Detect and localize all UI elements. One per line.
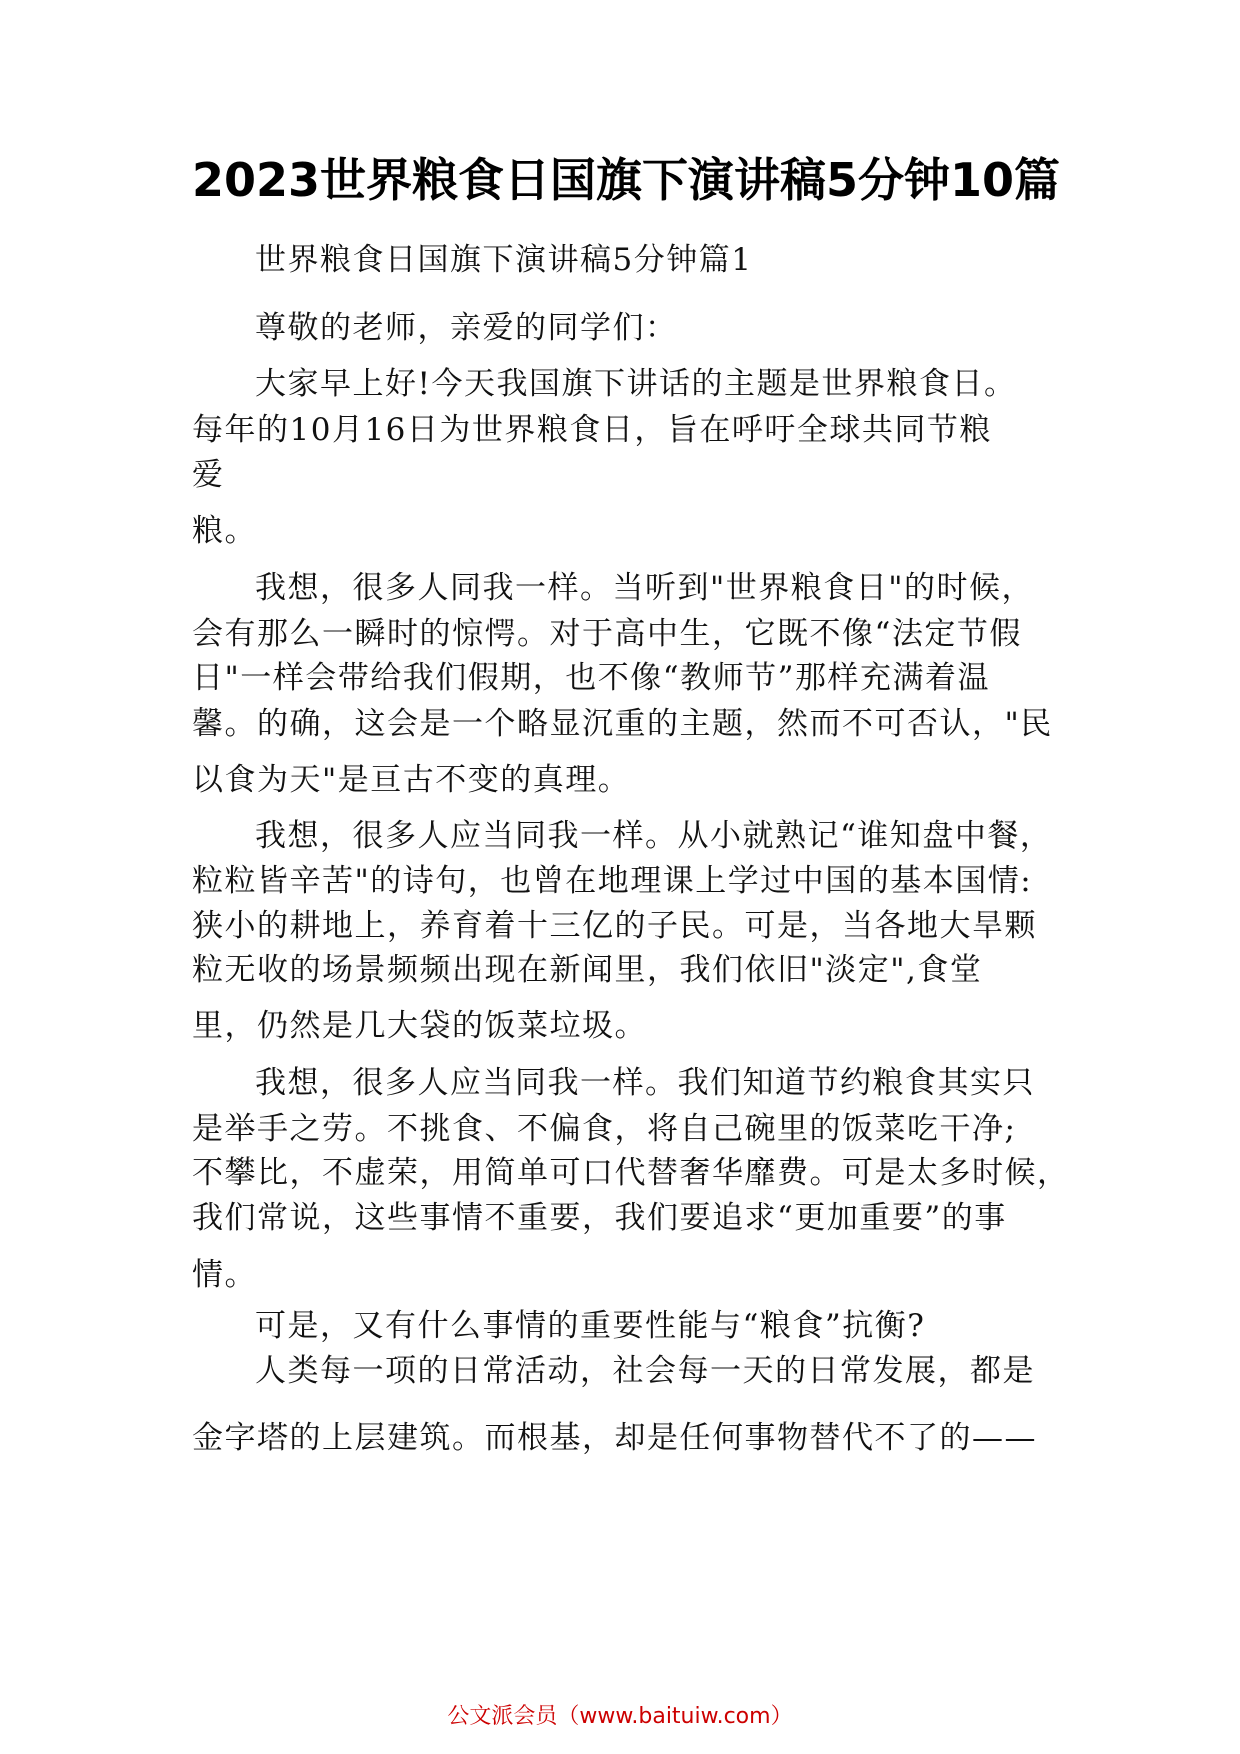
paragraph-line: 以食为天"是亘古不变的真理。 (192, 762, 631, 798)
paragraph-line: 不攀比，不虚荣，用简单可口代替奢华靡费。可是太多时候， (192, 1155, 1070, 1191)
paragraph-line: 可是，又有什么事情的重要性能与“粮食”抗衡? (255, 1308, 926, 1344)
paragraph-line: 粒粒皆辛苦"的诗句，也曾在地理课上学过中国的基本国情: (192, 863, 1033, 899)
paragraph-line: 大家早上好!今天我国旗下讲话的主题是世界粮食日。 (255, 366, 1017, 402)
paragraph-line: 狭小的耕地上，养育着十三亿的子民。可是，当各地大旱颗 (192, 908, 1037, 944)
paragraph-line: 馨。的确，这会是一个略显沉重的主题，然而不可否认，"民 (192, 706, 1053, 742)
paragraph-line: 粒无收的场景频频出现在新闻里，我们依旧"淡定",食堂 (192, 952, 983, 988)
paragraph-line: 我们常说，这些事情不重要，我们要追求“更加重要”的事 (192, 1200, 1007, 1236)
paragraph-line: 我想，很多人应当同我一样。从小就熟记“谁知盘中餐， (255, 818, 1053, 854)
paragraph-line: 爱 (192, 457, 225, 493)
document-title: 2023世界粮食日国旗下演讲稿5分钟10篇 (192, 153, 1061, 207)
paragraph-line: 粮。 (192, 513, 257, 549)
paragraph-line: 我想，很多人同我一样。当听到"世界粮食日"的时候， (255, 570, 1035, 606)
paragraph-line: 日"一样会带给我们假期，也不像“教师节”那样充满着温 (192, 660, 990, 696)
footer-watermark-link[interactable]: 公文派会员（www.baituiw.com） (447, 1704, 793, 1729)
paragraph-line: 每年的10月16日为世界粮食日，旨在呼吁全球共同节粮 (192, 412, 992, 448)
paragraph-line: 里，仍然是几大袋的饭菜垃圾。 (192, 1008, 647, 1044)
section-heading: 世界粮食日国旗下演讲稿5分钟篇1 (255, 242, 753, 278)
paragraph-line: 我想，很多人应当同我一样。我们知道节约粮食其实只 (255, 1065, 1035, 1101)
paragraph-line: 金字塔的上层建筑。而根基，却是任何事物替代不了的—— (192, 1420, 1037, 1456)
paragraph-line: 人类每一项的日常活动，社会每一天的日常发展，都是 (255, 1353, 1035, 1389)
paragraph-line: 会有那么一瞬时的惊愕。对于高中生，它既不像“法定节假 (192, 616, 1022, 652)
salutation: 尊敬的老师，亲爱的同学们： (255, 310, 678, 346)
paragraph-line: 情。 (192, 1257, 257, 1293)
paragraph-line: 是举手之劳。不挑食、不偏食，将自己碗里的饭菜吃干净; (192, 1111, 1017, 1147)
